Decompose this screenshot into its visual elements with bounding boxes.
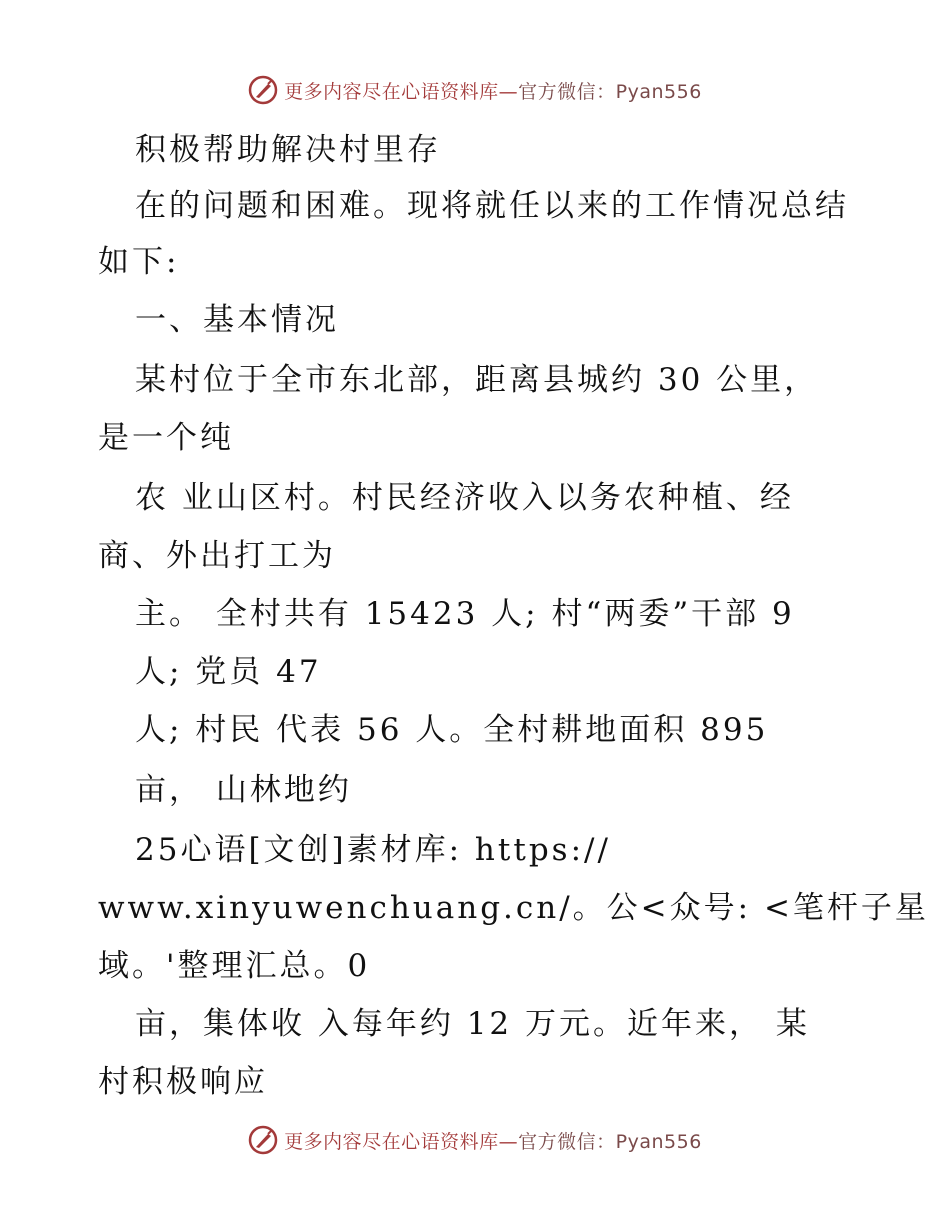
- body-line: 亩，集体收 入每年约 12 万元。近年来， 某: [135, 1006, 810, 1042]
- body-line: 商、外出打工为: [98, 538, 336, 574]
- quill-logo-icon: [248, 1125, 278, 1155]
- header-brand-text: 更多内容尽在心语资料库: [284, 80, 499, 103]
- body-line: 亩， 山林地约: [135, 772, 352, 808]
- body-line: 一、基本情况: [135, 302, 339, 338]
- footer-brand-text: 更多内容尽在心语资料库: [284, 1130, 499, 1153]
- page-footer: [0, 1120, 950, 1160]
- header-dash: —: [498, 80, 519, 103]
- body-line: www.xinyuwenchuang.cn/。公<众号: <笔杆子星: [98, 890, 929, 926]
- body-line: 人; 党员 47: [135, 654, 322, 690]
- body-line: 积极帮助解决村里存: [135, 132, 441, 168]
- footer-brand: [284, 1127, 702, 1154]
- body-line: 人; 村民 代表 56 人。全村耕地面积 895: [135, 712, 769, 748]
- body-line: 域。'整理汇总。0: [98, 948, 371, 984]
- body-line: 农 业山区村。村民经济收入以务农种植、经: [135, 480, 794, 516]
- body-line: 在的问题和困难。现将就任以来的工作情况总结: [135, 188, 849, 224]
- body-line: 主。 全村共有 15423 人; 村“两委”干部 9: [135, 596, 795, 632]
- quill-logo-icon: [248, 75, 278, 105]
- header-wechat-text: 官方微信：Pyan556: [518, 80, 702, 103]
- body-line: 25心语[文创]素材库: https://: [135, 832, 611, 868]
- body-line: 村积极响应: [98, 1064, 268, 1100]
- body-line: 某村位于全市东北部，距离县城约 30 公里，: [135, 362, 819, 398]
- footer-wechat-text: 官方微信：Pyan556: [518, 1130, 702, 1153]
- body-line: 如下:: [98, 244, 180, 280]
- header-brand: [284, 77, 702, 104]
- footer-dash: —: [498, 1130, 519, 1153]
- page-header: [0, 70, 950, 110]
- body-line: 是一个纯: [98, 420, 234, 456]
